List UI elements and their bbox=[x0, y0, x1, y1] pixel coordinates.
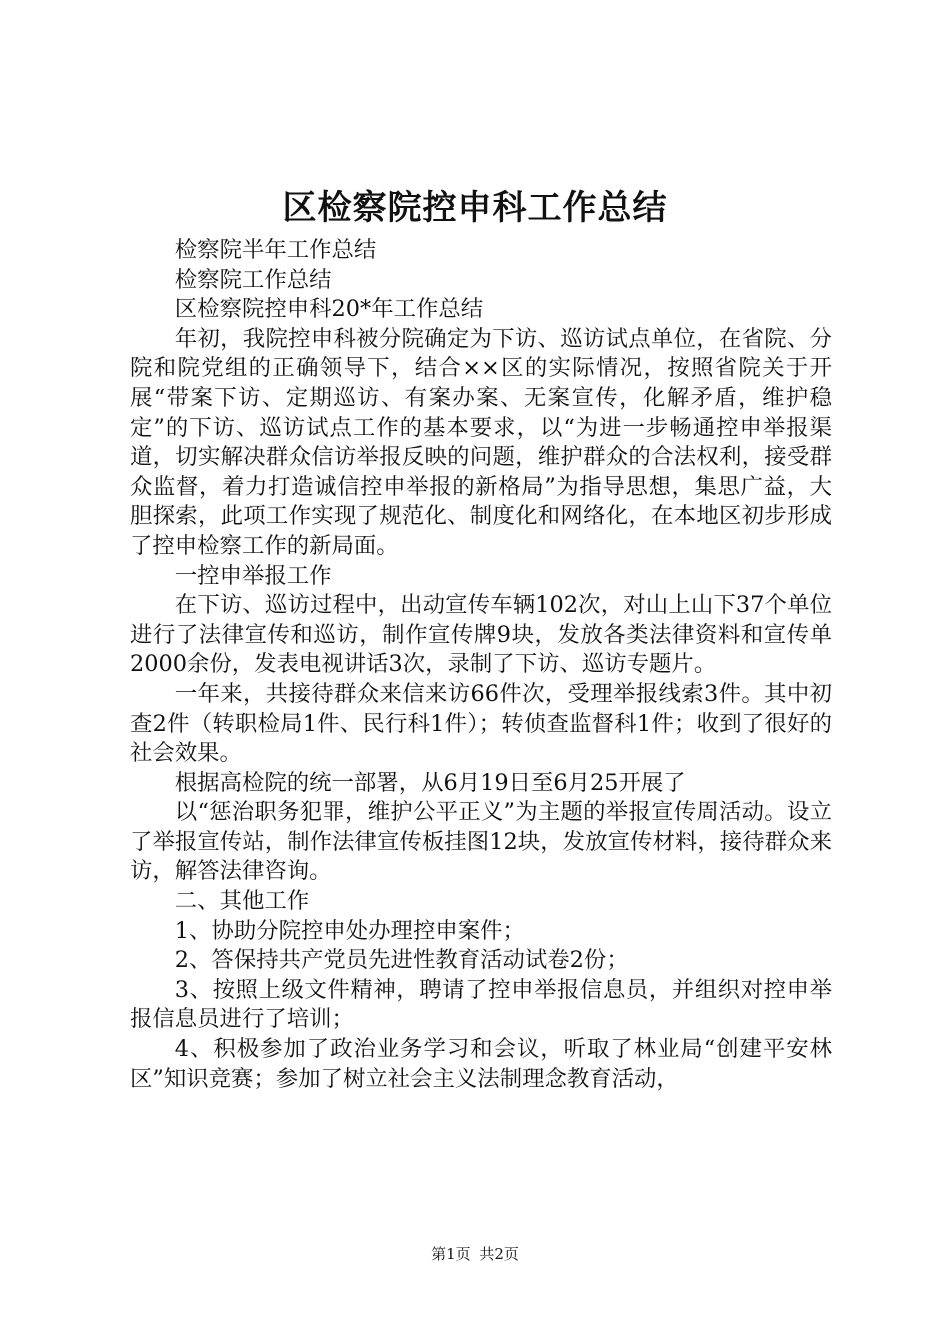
document-title: 区检察院控申科工作总结 bbox=[282, 188, 668, 228]
paragraph: 1、协助分院控申处办理控申案件； bbox=[174, 917, 525, 944]
document-body bbox=[130, 236, 832, 1094]
paragraph: 4、积极参加了政治业务学习和会议，听取了林业局“创建平安林区”知识竞赛；参加了树立社会主义法制理念教育活动， bbox=[130, 1036, 832, 1092]
paragraph: 2、答保持共产党员先进性教育活动试卷2份； bbox=[174, 947, 629, 974]
paragraph: 检察院工作总结 bbox=[174, 266, 332, 293]
paragraph: 根据高检院的统一部署，从6月19日至6月25开展了 bbox=[174, 769, 686, 796]
paragraph: 区检察院控申科20*年工作总结 bbox=[174, 296, 484, 323]
paragraph: 以“惩治职务犯罪，维护公平正义”为主题的举报宣传周活动。设立了举报宣传站，制作法律宣传板挂图12块，发放宣传材料，接待群众来访，解答法律咨询。 bbox=[130, 799, 832, 885]
page-footer bbox=[0, 1244, 950, 1264]
paragraph: 一年来，共接待群众来信来访66件次，受理举报线索3件。其中初查2件（转职检局1件、民行科1件）；转侦查监督科1件；收到了很好的社会效果。 bbox=[130, 680, 832, 767]
paragraph: 在下访、巡访过程中，出动宣传车辆102次，对山上山下37个单位进行了法律宣传和巡访，制作宣传牌9块，发放各类法律资料和宣传单2000余份，发表电视讲话3次，录制了下访、巡访专题片。 bbox=[130, 592, 832, 678]
paragraph: 3、按照上级文件精神，聘请了控申举报信息员，并组织对控申举报信息员进行了培训； bbox=[130, 976, 832, 1033]
paragraph: 检察院半年工作总结 bbox=[174, 237, 377, 263]
paragraph: 年初，我院控申科被分院确定为下访、巡访试点单位，在省院、分院和院党组的正确领导下，结合××区的实际情况，按照省院关于开展“带案下访、定期巡访、有案办案、无案宣传，化解矛盾，维护稳定”的下访、巡访试点工作的基本要求，以“为进一步畅通控申举报渠道，切实解决群众信访举报反映的问题，维护群众的合法权利，接受群众监督，着力打造诚信控申举报的新格局”为指导思想，集思广益，大胆探索，此项工作实现了规范化、制度化和网络化，在本地区初步形成了控申检察工作的新局面。 bbox=[130, 325, 832, 559]
page-total: 共2页 bbox=[479, 1245, 519, 1263]
page-number: 第1页 bbox=[431, 1245, 471, 1263]
paragraph: 二、其他工作 bbox=[174, 888, 310, 915]
paragraph: 一控申举报工作 bbox=[174, 562, 332, 589]
